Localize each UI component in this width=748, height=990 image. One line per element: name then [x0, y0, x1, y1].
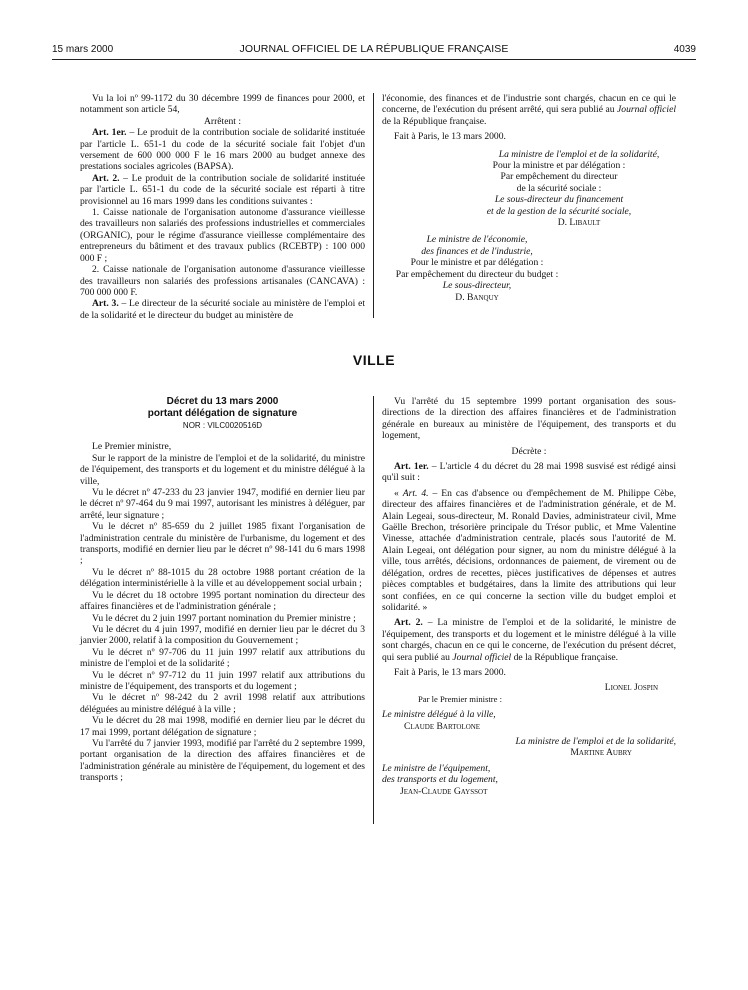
visa-paragraph: Vu le décret nº 85-659 du 2 juillet 1985 fixant l'organisation de l'administration centrale du ministère de l'urbanisme, du logement et des transports, modifié en dernier lieu par le décret nº 98-141 du 6 mars 1998 ;: [80, 521, 365, 567]
article-1-label: Art. 1er.: [92, 127, 127, 139]
article-2-end: de la République française.: [511, 651, 619, 663]
visa-paragraph: Vu le décret du 18 octobre 1995 portant nomination du directeur des affaires financières et de l'administration générale ;: [80, 589, 365, 613]
visa-paragraph: Vu le décret du 2 juin 1997 portant nomination du Premier ministre ;: [92, 612, 356, 624]
bottom-left-column: [80, 396, 365, 784]
header-date: 15 mars 2000: [52, 44, 114, 55]
arrete-heading: Arrêtent :: [203, 115, 242, 127]
decree-subtitle: portant délégation de signature: [147, 407, 298, 419]
column-divider: [373, 93, 374, 318]
signature-block-1: [382, 149, 676, 229]
nor-reference: NOR : VILC0020516D: [182, 421, 263, 430]
vu-paragraph: Vu la loi nº 99-1172 du 30 décembre 1999 de finances pour 2000, et notamment son article 54,: [80, 93, 365, 116]
article-2-text: – La ministre de l'emploi et de la solidarité, le ministre de l'équipement, des transports et du logement et le ministre délégué à la ville sont chargés, chacun en ce qui le concerne, de l'exécution du présent décret, qui sera publié au: [382, 617, 677, 663]
bottom-right-column: [382, 396, 676, 797]
visa-paragraph: Sur le rapport de la ministre de l'emploi et de la solidarité, du ministre de l'équipement, des transports et du logement et du ministre délégué à la ville,: [80, 452, 365, 487]
journal-officiel-ref: Journal officiel: [452, 651, 512, 663]
signatory-name: Martine Aubry: [570, 747, 632, 759]
signatory-name: D. Banquy: [455, 291, 499, 303]
article-4-quote: [382, 488, 676, 613]
quote-open: «: [394, 487, 403, 499]
article-1: [80, 127, 365, 173]
article-1-text: – Le produit de la contribution sociale de solidarité instituée par l'article L. 651-1 du code de la sécurité sociale fait l'objet d'un versement de 600 000 000 F le 16 mars 2000 au budget annexe des prestations sociales agricoles (BAPSA).: [80, 127, 366, 173]
signature-line: Le ministre délégué à la ville,: [382, 709, 496, 721]
visa-paragraph: Vu le décret du 4 juin 1997, modifié en dernier lieu par le décret du 3 janvier 2000, relatif à la composition du Gouvernement ;: [80, 623, 365, 647]
signature-line: des transports et du logement,: [382, 774, 498, 786]
article-2-text: – Le produit de la contribution sociale de solidarité instituée par l'article L. 651-1 du code de la sécurité sociale est réparti à titre provisionnel au 16 mars 1999 dans les conditions suivantes :: [80, 172, 365, 207]
article-4-label: Art. 4.: [402, 487, 429, 499]
page-number: 4039: [673, 44, 696, 55]
article-3-label: Art. 3.: [92, 298, 119, 310]
signature-line: Le sous-directeur,: [442, 280, 512, 292]
signature-line: Par le Premier ministre :: [418, 693, 503, 704]
visa-paragraph: Vu le décret nº 97-706 du 11 juin 1997 relatif aux attributions du ministre de l'emploi et de la solidarité ;: [80, 646, 365, 670]
article-1-text: – L'article 4 du décret du 28 mai 1998 susvisé est rédigé ainsi qu'il suit :: [382, 461, 676, 484]
column-divider: [373, 396, 374, 824]
top-left-column: [80, 93, 365, 321]
signature-block-2: [382, 234, 572, 302]
article-4-text: – En cas d'absence ou d'empêchement de M. Philippe Cèbe, directeur des affaires financières et de l'administration générale, et de M. Alain Legeai, sous-directeur, M. Ronald Davies, administrateur civil, Mme Gaëlle Brechon, trésorière principale du Trésor public, et Mme Valentine Vinesse, attachée d'administration centrale, placés sous l'autorité de M. Alain Legeai, ont délégation pour signer, au nom du ministre délégué à la ville, tous arrêtés, décisions, ordonnances de paiement, de virement ou de délégation, ordres de recettes, pièces justificatives de dépenses et autres pièces comptables et budgétaires, dans la limite des attributions qui leur sont confiées, en ce qui concerne la section ville du budget emploi et solidarité. »: [382, 487, 676, 613]
visa-paragraph: Vu l'arrêté du 7 janvier 1993, modifié par l'arrêté du 2 septembre 1999, portant organisation de la direction des affaires financières et de l'administration générale au ministère de l'équipement, du logement et des transports ;: [80, 737, 365, 784]
signatory-name: Jean-Claude Gayssot: [400, 785, 488, 797]
visa-paragraph: Vu le décret du 28 mai 1998, modifié en dernier lieu par le décret du 17 mai 1999, portant délégation de signature ;: [80, 715, 365, 738]
continuation-paragraph: [382, 93, 676, 127]
list-item: 1. Caisse nationale de l'organisation autonome d'assurance vieillesse des travailleurs non salariés des professions industrielles et commerciales (ORGANIC), pour le régime d'assurance vieillesse complémentaire des entrepreneurs du bâtiment et des travaux publics (RCEBTP) : 100 000 000 F ;: [80, 207, 365, 264]
signature-line: Pour la ministre et par délégation :: [492, 160, 626, 172]
signature-line: de la sécurité sociale :: [516, 182, 602, 194]
signature-line: Le sous-directeur du financement: [494, 194, 624, 206]
signature-line: Par empêchement du directeur: [500, 171, 618, 183]
article-3-text: – Le directeur de la sécurité sociale au ministère de l'emploi et de la solidarité et le directeur du budget au ministère de: [80, 298, 365, 321]
article-3: [80, 298, 365, 321]
header-rule: [52, 59, 696, 60]
signature-line: Le ministre de l'équipement,: [382, 762, 491, 774]
journal-title: JOURNAL OFFICIEL DE LA RÉPUBLIQUE FRANÇAISE: [239, 43, 509, 55]
preamble: Le Premier ministre,: [92, 441, 172, 453]
section-heading: VILLE: [352, 352, 396, 368]
signature-line: La ministre de l'emploi et de la solidarité,: [515, 735, 676, 747]
visa-paragraph: Vu le décret nº 97-712 du 11 juin 1997 relatif aux attributions du ministre de l'équipement, des transports et du logement ;: [80, 669, 365, 692]
list-item: 2. Caisse nationale de l'organisation autonome d'assurance vieillesse des travailleurs non salariés des professions artisanales (CANCAVA) : 700 000 000 F.: [80, 264, 365, 298]
signatory-name: Lionel Jospin: [604, 682, 658, 694]
decree-title: Décret du 13 mars 2000: [166, 396, 279, 407]
article-1-label: Art. 1er.: [394, 461, 429, 473]
article-1: [382, 461, 676, 484]
signature-line: et de la gestion de la sécurité sociale,: [486, 205, 632, 217]
signature-line: des finances et de l'industrie,: [421, 245, 533, 257]
signatory-name: Claude Bartolone: [404, 720, 481, 732]
signature-line: Pour le ministre et par délégation :: [410, 257, 544, 269]
signature-line: La ministre de l'emploi et de la solidarité,: [498, 148, 660, 160]
continuation-end: de la République française.: [382, 115, 487, 127]
top-right-column: [382, 93, 676, 303]
article-2: [382, 617, 676, 663]
article-2-label: Art. 2.: [92, 172, 120, 184]
journal-officiel-ref: Journal officiel: [617, 104, 676, 116]
visa-paragraph: Vu l'arrêté du 15 septembre 1999 portant organisation des sous-directions de la direction des affaires financières et de l'administration générale en bureaux au ministère de l'équipement, des transports et du logement,: [382, 396, 676, 442]
signatory-name: D. Libault: [557, 217, 601, 229]
article-2-label: Art. 2.: [394, 617, 423, 629]
signature-line: Le ministre de l'économie,: [426, 234, 528, 246]
signature-line: Par empêchement du directeur du budget :: [395, 268, 559, 280]
visa-paragraph: Vu le décret nº 47-233 du 23 janvier 1947, modifié en dernier lieu par le décret nº 97-464 du 9 mai 1997, autorisant les ministres à déléguer, par arrêté, leur signature ;: [80, 487, 365, 521]
continuation-text: l'économie, des finances et de l'industrie sont chargés, chacun en ce qui le concerne, de l'exécution du présent arrêté, qui sera publié au: [382, 93, 676, 116]
visa-paragraph: Vu le décret nº 88-1015 du 28 octobre 1988 portant création de la délégation interministérielle à la ville et au développement social urbain ;: [80, 566, 365, 590]
decrete-heading: Décrète :: [511, 445, 547, 457]
fait-a-paris: Fait à Paris, le 13 mars 2000.: [394, 666, 506, 678]
visa-paragraph: Vu le décret nº 98-242 du 2 avril 1998 relatif aux attributions déléguées au ministre délégué à la ville ;: [80, 692, 365, 715]
fait-a-paris: Fait à Paris, le 13 mars 2000.: [394, 131, 506, 143]
article-2: [80, 173, 365, 207]
